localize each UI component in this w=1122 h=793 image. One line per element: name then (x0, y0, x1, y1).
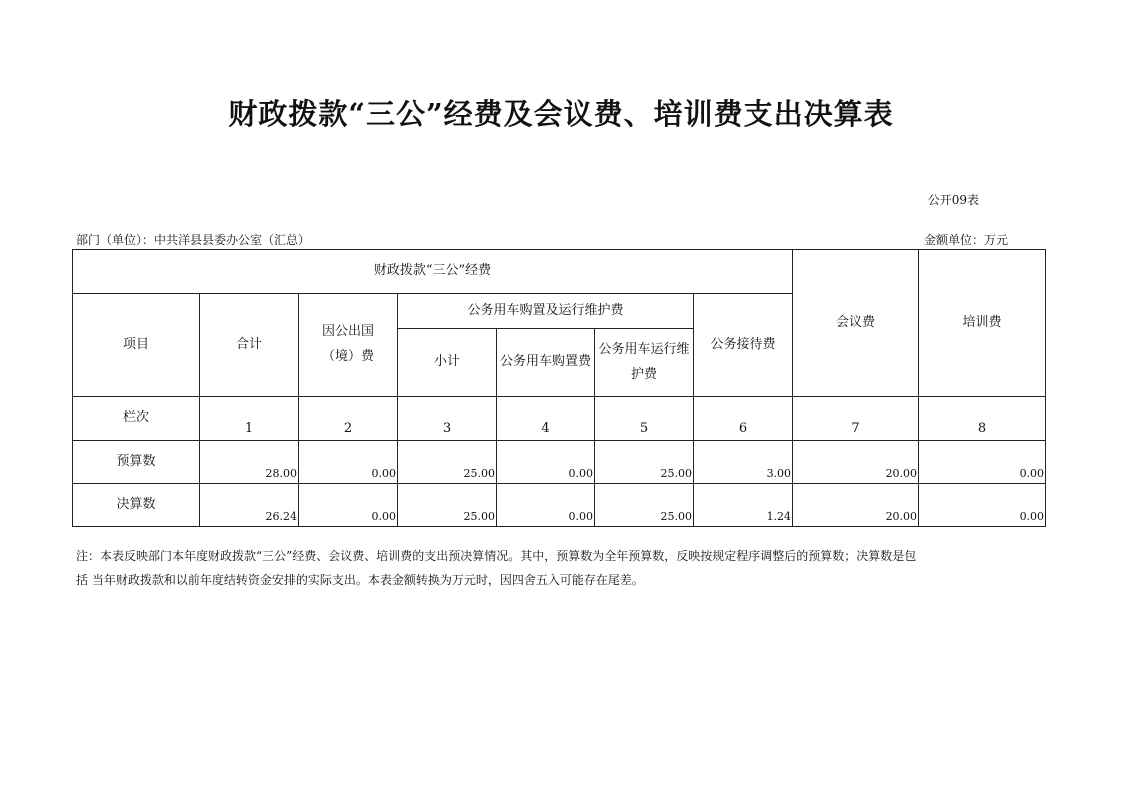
header-vehicle-subtotal: 小计 (398, 329, 497, 397)
header-item: 项目 (73, 294, 200, 397)
group-header-three-public: 财政拨款“三公”经费 (73, 250, 793, 294)
header-reception: 公务接待费 (694, 294, 793, 397)
row-label-budget: 预算数 (73, 441, 200, 484)
header-abroad: 因公出国（境）费 (299, 294, 398, 397)
department-label: 部门（单位）：中共洋县县委办公室（汇总） (76, 233, 311, 247)
footnote-line-1: 注：本表反映部门本年度财政拨款“三公”经费、会议费、培训费的支出预决算情况。其中，预算数为全年预算数，反映按规定程序调整后的预算数；决算数是包 (76, 549, 917, 563)
header-total: 合计 (200, 294, 299, 397)
column-index-cell: 8 (919, 397, 1046, 441)
final-cell: 26.24 (200, 484, 299, 527)
budget-cell: 25.00 (595, 441, 694, 484)
column-index-cell: 4 (497, 397, 595, 441)
final-cell: 0.00 (299, 484, 398, 527)
budget-cell: 0.00 (497, 441, 595, 484)
table-row (73, 441, 1046, 484)
column-index-label: 栏次 (73, 397, 200, 441)
form-code: 公开09表 (927, 193, 979, 207)
footnote (76, 544, 1041, 592)
header-training: 培训费 (919, 250, 1046, 397)
footnote-line-2: 括 当年财政拨款和以前年度结转资金安排的实际支出。本表金额转换为万元时，因四舍五入可能存在尾差。 (76, 573, 644, 587)
budget-cell: 28.00 (200, 441, 299, 484)
header-vehicle-maintenance: 公务用车运行维护费 (595, 329, 694, 397)
final-cell: 25.00 (398, 484, 497, 527)
final-cell: 25.00 (595, 484, 694, 527)
budget-cell: 25.00 (398, 441, 497, 484)
column-index-cell: 7 (793, 397, 919, 441)
final-cell: 0.00 (919, 484, 1046, 527)
page-title: 财政拨款“三公”经费及会议费、培训费支出决算表 (228, 97, 894, 131)
final-cell: 1.24 (694, 484, 793, 527)
budget-cell: 0.00 (299, 441, 398, 484)
column-index-cell: 5 (595, 397, 694, 441)
column-index-cell: 3 (398, 397, 497, 441)
header-vehicle-purchase: 公务用车购置费 (497, 329, 595, 397)
column-index-cell: 6 (694, 397, 793, 441)
budget-cell: 0.00 (919, 441, 1046, 484)
final-cell: 0.00 (497, 484, 595, 527)
table-row (73, 484, 1046, 527)
budget-cell: 3.00 (694, 441, 793, 484)
final-cell: 20.00 (793, 484, 919, 527)
expenditure-table (72, 249, 1046, 527)
column-index-cell: 2 (299, 397, 398, 441)
row-label-final: 决算数 (73, 484, 200, 527)
amount-unit-label: 金额单位：万元 (923, 233, 1008, 247)
header-vehicle-group: 公务用车购置及运行维护费 (398, 294, 694, 329)
column-index-cell: 1 (200, 397, 299, 441)
header-meeting: 会议费 (793, 250, 919, 397)
budget-cell: 20.00 (793, 441, 919, 484)
